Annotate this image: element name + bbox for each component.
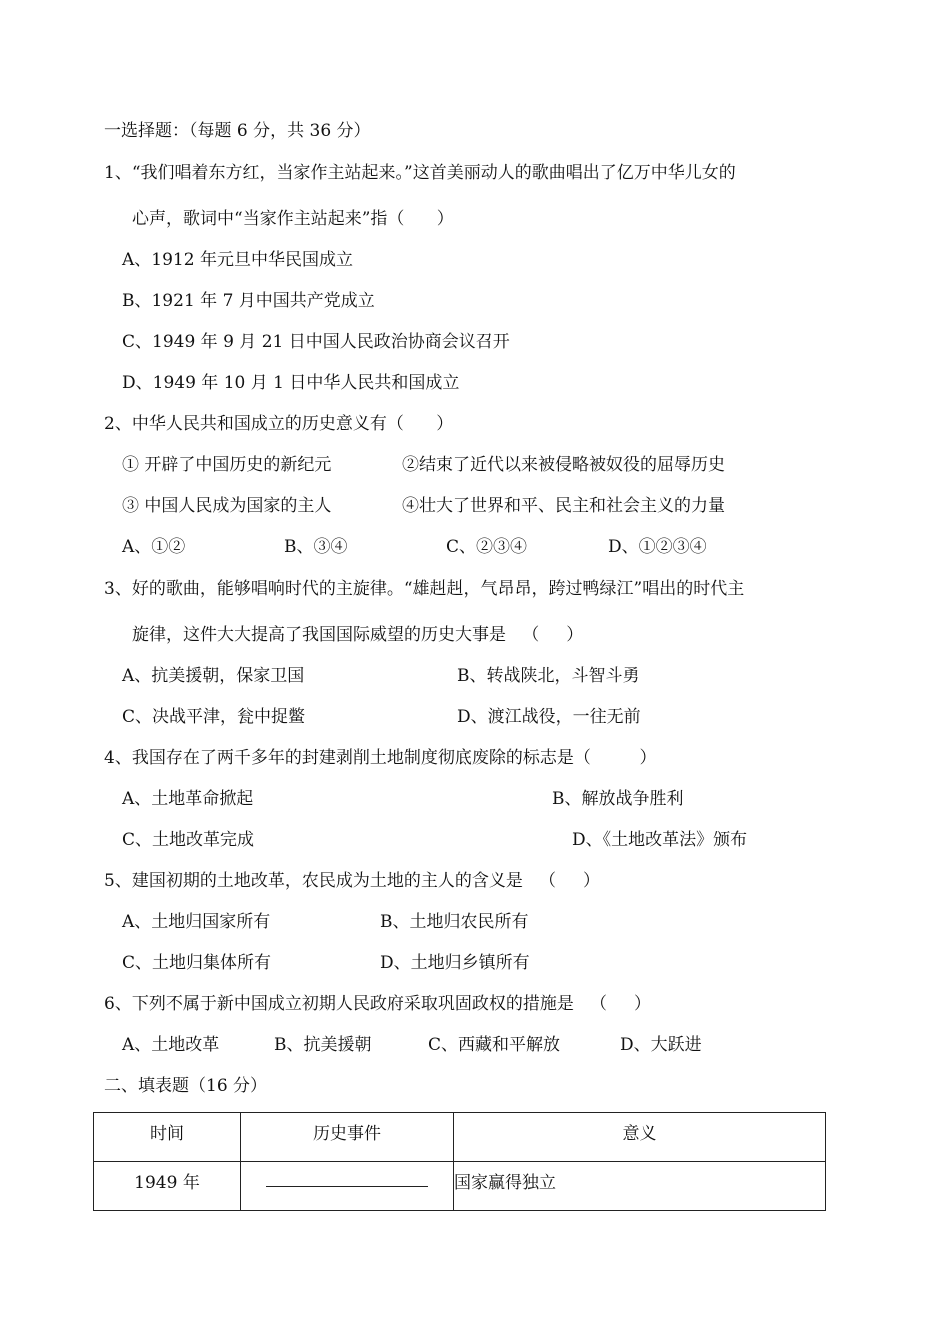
q3-stem-line2: 旋律，这件大大提高了我国国际威望的历史大事是 （ ） xyxy=(132,625,584,645)
section1-title: 一选择题：（每题 6 分，共 36 分） xyxy=(104,121,371,141)
header-event: 历史事件 xyxy=(241,1113,454,1162)
q3-option-c: C、决战平津，瓮中捉鳖 xyxy=(122,707,306,727)
q2-statement-4: ④壮大了世界和平、民主和社会主义的力量 xyxy=(402,496,725,516)
q2-stem: 2、中华人民共和国成立的历史意义有（ ） xyxy=(104,414,454,434)
cell-time: 1949 年 xyxy=(94,1162,241,1211)
q1-option-a: A、1912 年元旦中华民国成立 xyxy=(122,250,353,270)
q2-statement-1: ① 开辟了中国历史的新纪元 xyxy=(122,455,332,475)
q1-stem-line2: 心声，歌词中“当家作主站起来”指（ ） xyxy=(132,209,454,229)
q5-stem: 5、建国初期的土地改革，农民成为土地的主人的含义是 （ ） xyxy=(104,871,601,891)
q3-option-a: A、抗美援朝，保家卫国 xyxy=(122,666,305,686)
q1-option-c: C、1949 年 9 月 21 日中国人民政治协商会议召开 xyxy=(122,332,510,352)
cell-event[interactable] xyxy=(241,1162,454,1211)
q2-option-d: D、①②③④ xyxy=(608,537,707,557)
q1-stem-line1: 1、“我们唱着东方红，当家作主站起来。”这首美丽动人的歌曲唱出了亿万中华儿女的 xyxy=(104,163,736,183)
q2-option-a: A、①② xyxy=(122,537,186,557)
q6-option-d: D、大跃进 xyxy=(620,1035,702,1055)
q4-option-b: B、解放战争胜利 xyxy=(552,789,684,809)
q2-statement-3: ③ 中国人民成为国家的主人 xyxy=(122,496,332,516)
table-header-row xyxy=(94,1113,826,1162)
header-meaning: 意义 xyxy=(454,1113,826,1162)
q4-option-d: D、《土地改革法》颁布 xyxy=(572,830,748,850)
q2-statement-2: ②结束了近代以来被侵略被奴役的屈辱历史 xyxy=(402,455,725,475)
section2-title: 二、填表题（16 分） xyxy=(104,1076,268,1096)
q6-option-b: B、抗美援朝 xyxy=(274,1035,372,1055)
q3-option-b: B、转战陕北，斗智斗勇 xyxy=(457,666,640,686)
q5-option-b: B、土地归农民所有 xyxy=(380,912,529,932)
q1-option-b: B、1921 年 7 月中国共产党成立 xyxy=(122,291,375,311)
q3-stem-line1: 3、好的歌曲，能够唱响时代的主旋律。“雄赳赳，气昂昂，跨过鸭绿江”唱出的时代主 xyxy=(104,579,745,599)
q4-option-c: C、土地改革完成 xyxy=(122,830,255,850)
q5-option-a: A、土地归国家所有 xyxy=(122,912,271,932)
q5-option-c: C、土地归集体所有 xyxy=(122,953,272,973)
q6-option-c: C、西藏和平解放 xyxy=(428,1035,561,1055)
q6-stem: 6、下列不属于新中国成立初期人民政府采取巩固政权的措施是 （ ） xyxy=(104,994,652,1014)
table-row xyxy=(94,1162,826,1211)
q4-stem: 4、我国存在了两千多年的封建剥削土地制度彻底废除的标志是（ ） xyxy=(104,748,657,768)
cell-meaning: 国家赢得独立 xyxy=(454,1162,826,1211)
q4-option-a: A、土地革命掀起 xyxy=(122,789,254,809)
q6-option-a: A、土地改革 xyxy=(122,1035,220,1055)
q3-option-d: D、渡江战役，一往无前 xyxy=(457,707,641,727)
q2-option-c: C、②③④ xyxy=(446,537,528,557)
q1-option-d: D、1949 年 10 月 1 日中华人民共和国成立 xyxy=(122,373,460,393)
fill-in-table xyxy=(93,1112,826,1211)
event-answer-blank[interactable] xyxy=(266,1168,428,1187)
header-time: 时间 xyxy=(94,1113,241,1162)
q5-option-d: D、土地归乡镇所有 xyxy=(380,953,530,973)
q2-option-b: B、③④ xyxy=(284,537,348,557)
